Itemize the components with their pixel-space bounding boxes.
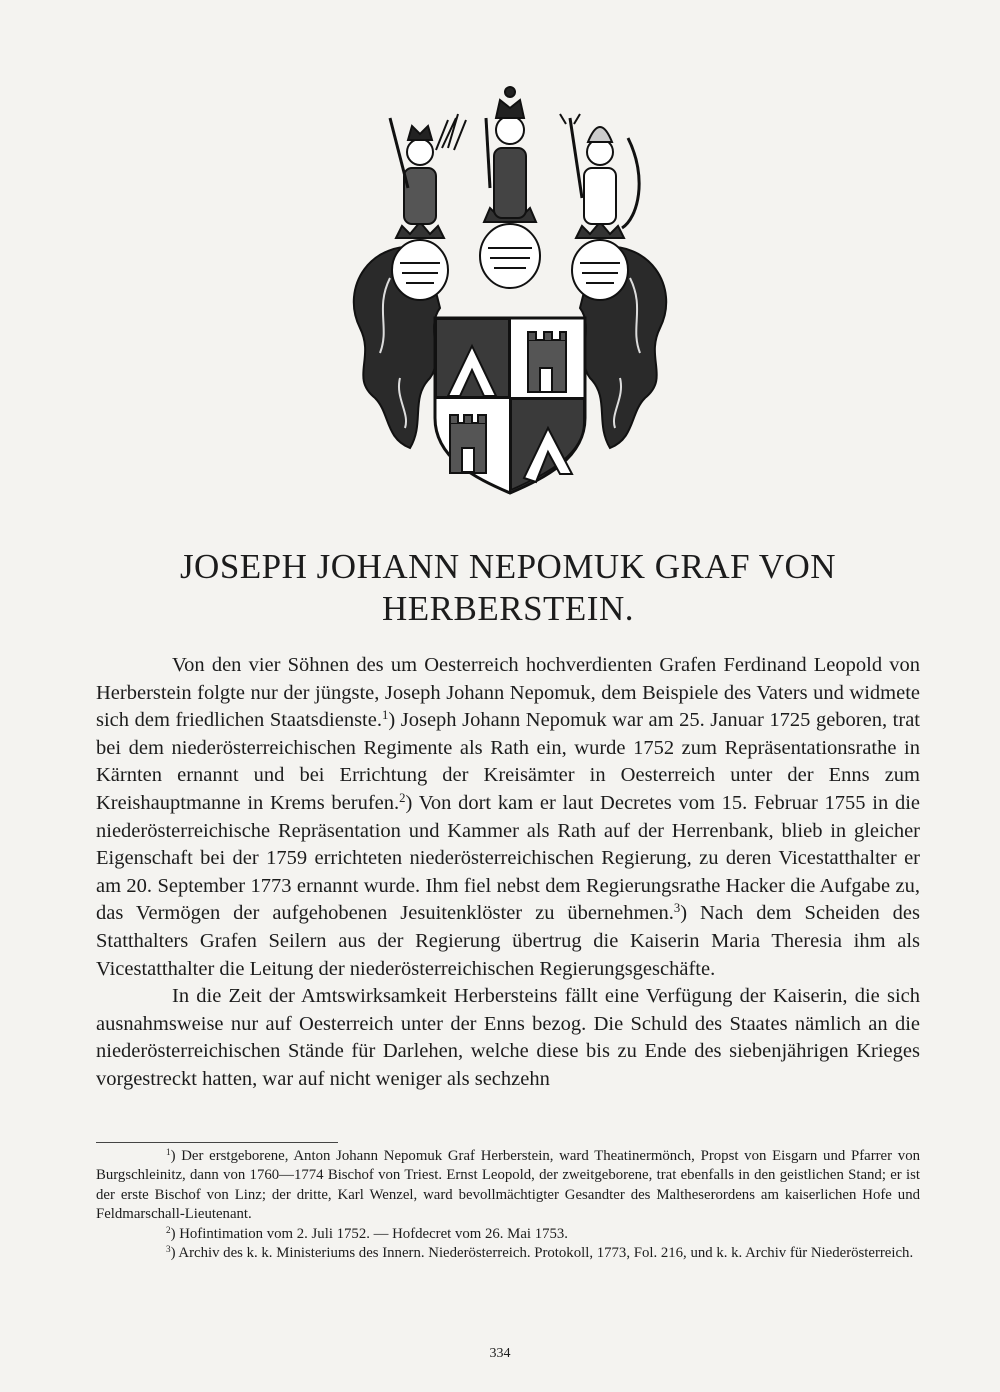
paragraph-1-part-1: Von den vier Söhnen des um Oesterreich hochverdienten Grafen Ferdinand Leopold von Herberstein folgte nur der jüngste, Joseph Johann Nepomuk, dem Beispiele des Vaters und widmete sich dem friedlichen Staatsdienste.: [96, 654, 920, 732]
paragraph-2: In die Zeit der Amtswirksamkeit Herbersteins fällt eine Verfügung der Kaiserin, die sich ausnahmsweise nur auf Oesterreich unter der Enns bezog. Die Schuld des Staates nämlich an die niederösterreichischen Stände für Darlehen, welche diese bis zu Ende des siebenjährigen Krieges vorgestreckt hatten, war auf nicht weniger als sechzehn: [96, 985, 920, 1090]
footnote-3: [96, 1244, 920, 1263]
title-line-2: HERBERSTEIN.: [382, 589, 634, 628]
paragraph-1-part-4: ) Nach dem Scheiden des Statthalters Grafen Seilern aus der Regierung übertrug die Kaiserin Maria Theresia ihm als Vicestatthalter die Leitung der niederösterreichischen Regierungsgeschäfte.: [96, 902, 920, 980]
footnote-text: ) Hofintimation vom 2. Juli 1752. — Hofdecret vom 26. Mai 1753.: [170, 1225, 568, 1242]
footnote-text: ) Archiv des k. k. Ministeriums des Innern. Niederösterreich. Protokoll, 1773, Fol. 216, und k. k. Archiv für Niederösterreich.: [170, 1245, 914, 1262]
footnote-ref-1: 1: [381, 708, 389, 723]
footnote-text: ) Der erstgeborene, Anton Johann Nepomuk Graf Herberstein, ward Theatinermönch, Propst von Eisgarn und Pfarrer von Burgschleinitz, dann von 1760—1774 Bischof von Triest. Ernst Leopold, der zweitgeborene, trat ebenfalls in den geistlichen Stand; er ist der erste Bischof von Linz; der dritte, Karl Wenzel, ward bevollmächtigter Gesandter des Maltheserordens am kaiserlichen Hofe und Feldmarschall-Lieutenant.: [96, 1148, 920, 1223]
page-number: 334: [489, 1346, 511, 1361]
title-line-1: JOSEPH JOHANN NEPOMUK GRAF VON: [179, 547, 837, 586]
footnote-1: [96, 1147, 920, 1225]
footnote-divider: [96, 1142, 338, 1143]
footnote-marker: 3: [166, 1244, 171, 1254]
footnote-marker: 2: [166, 1224, 171, 1235]
paragraph-1-part-2: ) Joseph Johann Nepomuk war am 25. Januar 1725 geboren, trat bei dem niederösterreichischen Regimente als Rath ein, wurde 1752 zum Repräsentationsrathe in Kärnten ernannt und bei Errichtung der Kreisämter in Oesterreich unter der Enns zum Kreishauptmanne in Krems berufen.: [96, 709, 920, 814]
footnote-marker: 1: [166, 1146, 171, 1157]
footnote-2: [96, 1225, 920, 1244]
paragraph-1-part-3: ) Von dort kam er laut Decretes vom 15. Februar 1755 in die niederösterreichische Repräsentation und Kammer als Rath auf der Herrenbank, blieb in gleicher Eigenschaft bei der 1759 errichteten niederösterreichischen Regierung, zu deren Vicestatthalter er am 20. September 1773 ernannt wurde. Ihm fiel nebst dem Regierungsrathe Hacker die Aufgabe zu, das Vermögen der aufgehobenen Jesuitenklöster zu übernehmen.: [96, 791, 920, 925]
main-text: [96, 652, 920, 1094]
footnotes: [96, 1147, 920, 1263]
page-title: [96, 546, 920, 630]
paragraph-1: [96, 652, 920, 983]
coat-of-arms-illustration: [330, 78, 690, 498]
footnote-ref-3: 3: [673, 901, 681, 916]
footnote-ref-2: 2: [399, 790, 406, 805]
